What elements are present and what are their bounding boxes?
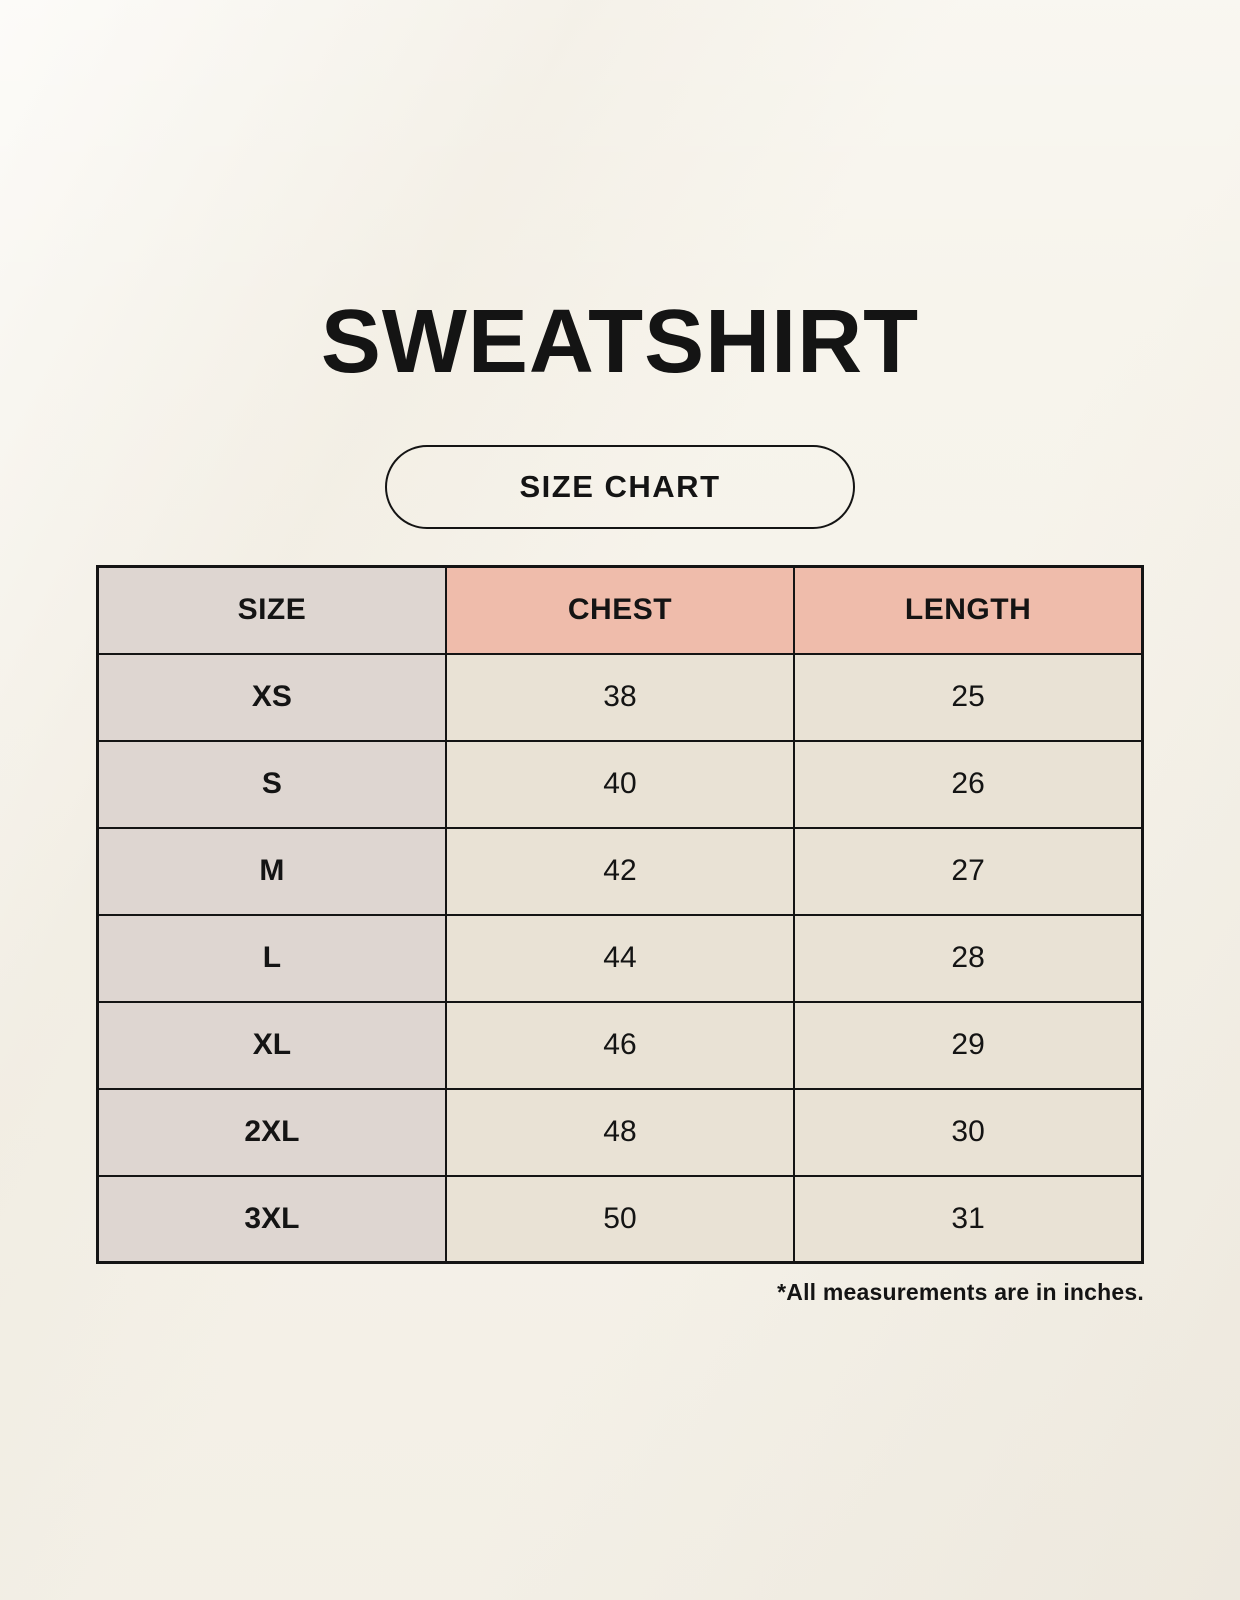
table-row — [98, 741, 1143, 828]
chest-cell: 50 — [446, 1176, 794, 1263]
table-row — [98, 828, 1143, 915]
column-header-length: LENGTH — [794, 567, 1142, 654]
length-cell: 31 — [794, 1176, 1142, 1263]
table-row — [98, 1176, 1143, 1263]
length-cell: 26 — [794, 741, 1142, 828]
chest-cell: 44 — [446, 915, 794, 1002]
size-cell: XL — [98, 1002, 446, 1089]
chest-cell: 42 — [446, 828, 794, 915]
chest-cell: 46 — [446, 1002, 794, 1089]
length-cell: 25 — [794, 654, 1142, 741]
table-header-row — [98, 567, 1143, 654]
size-cell: 3XL — [98, 1176, 446, 1263]
length-cell: 29 — [794, 1002, 1142, 1089]
size-cell: L — [98, 915, 446, 1002]
table-row — [98, 654, 1143, 741]
size-cell: M — [98, 828, 446, 915]
size-chart-table — [96, 565, 1144, 1264]
table-row — [98, 1002, 1143, 1089]
measurements-footnote: *All measurements are in inches. — [777, 1279, 1144, 1305]
table-row — [98, 915, 1143, 1002]
page-title: SWEATSHIRT — [320, 292, 920, 392]
size-cell: XS — [98, 654, 446, 741]
length-cell: 30 — [794, 1089, 1142, 1176]
size-cell: 2XL — [98, 1089, 446, 1176]
column-header-chest: CHEST — [446, 567, 794, 654]
column-header-size: SIZE — [98, 567, 446, 654]
chest-cell: 40 — [446, 741, 794, 828]
size-cell: S — [98, 741, 446, 828]
table-row — [98, 1089, 1143, 1176]
chest-cell: 38 — [446, 654, 794, 741]
length-cell: 27 — [794, 828, 1142, 915]
length-cell: 28 — [794, 915, 1142, 1002]
size-chart-badge-label: SIZE CHART — [519, 469, 721, 504]
size-chart-badge[interactable] — [385, 445, 855, 529]
chest-cell: 48 — [446, 1089, 794, 1176]
